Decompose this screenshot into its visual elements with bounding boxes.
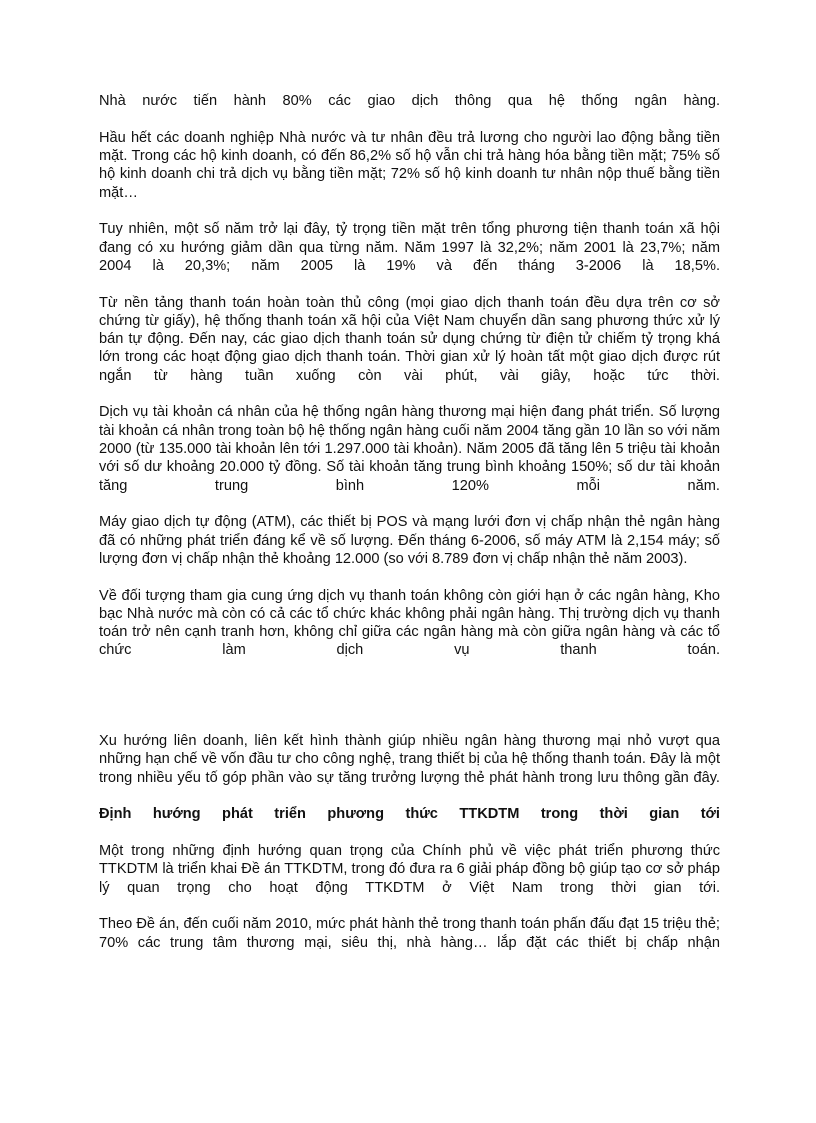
paragraph-atm-pos: Máy giao dịch tự động (ATM), các thiết bị POS và mạng lưới đơn vị chấp nhận thẻ ngân hàng đã có những phát triển đáng kể về số lượng. Đến tháng 6-2006, số máy ATM là 2,154 máy; số lượng đơn vị chấp nhận thẻ khoảng 12.000 (so với 8.789 đơn vị chấp nhận thẻ năm 2003). — [99, 514, 720, 567]
paragraph-personal-accounts: Dịch vụ tài khoản cá nhân của hệ thống ngân hàng thương mại hiện đang phát triển. Số lượng tài khoản cá nhân trong toàn bộ hệ thống ngân hàng cuối năm 2004 tăng gần 10 lần so với năm 2000 (từ 135.000 tài khoản lên tới 1.297.000 tài khoản). Năm 2005 đã tăng lên 5 triệu tài khoản với số dư khoảng 20.000 tỷ đồng. Số tài khoản tăng trung bình khoảng 150%; số dư tài khoản tăng trung bình 120% mỗi năm. — [99, 404, 720, 494]
paragraph-cash-payments: Hầu hết các doanh nghiệp Nhà nước và tư nhân đều trả lương cho người lao động bằng tiền mặt. Trong các hộ kinh doanh, có đến 86,2% số hộ vẫn chi trả hàng hóa bằng tiền mặt; 75% số hộ kinh doanh chi trả dịch vụ bằng tiền mặt; 72% số hộ kinh doanh tư nhân nộp thuế bằng tiền mặt… — [99, 129, 720, 201]
paragraph-government-direction: Một trong những định hướng quan trọng của Chính phủ về việc phát triển phương thức TTKDTM là triển khai Đề án TTKDTM, trong đó đưa ra 6 giải pháp đồng bộ giúp tạo cơ sở pháp lý quan trọng cho hoạt động TTKDTM ở Việt Nam trong thời gian tới. — [99, 843, 720, 896]
paragraph-cash-ratio: Tuy nhiên, một số năm trở lại đây, tỷ trọng tiền mặt trên tổng phương tiện thanh toán xã hội đang có xu hướng giảm dần qua từng năm. Năm 1997 là 32,2%; năm 2001 là 23,7%; năm 2004 là 20,3%; năm 2005 là 19% và đến tháng 3-2006 là 18,5%. — [99, 221, 720, 274]
document-page — [99, 92, 720, 970]
paragraph-payment-automation: Từ nền tảng thanh toán hoàn toàn thủ công (mọi giao dịch thanh toán đều dựa trên cơ sở chứng từ giấy), hệ thống thanh toán xã hội của Việt Nam chuyển dần sang phương thức xử lý bán tự động. Đến nay, các giao dịch thanh toán sử dụng chứng từ điện tử chiếm tỷ trọng khá lớn trong các hoạt động giao dịch thanh toán. Thời gian xử lý hoàn tất một giao dịch được rút ngắn từ hàng tuần xuống còn vài phút, vài giây, hoặc tức thời. — [99, 294, 720, 384]
paragraph-payment-providers: Về đối tượng tham gia cung ứng dịch vụ thanh toán không còn giới hạn ở các ngân hàng, Kho bạc Nhà nước mà còn có cả các tổ chức khác không phải ngân hàng. Thị trường dịch vụ thanh toán trở nên cạnh tranh hơn, không chỉ giữa các ngân hàng mà còn giữa ngân hàng và các tổ chức làm dịch vụ thanh toán. — [99, 587, 720, 659]
section-heading: Định hướng phát triển phương thức TTKDTM trong thời gian tới — [99, 806, 720, 823]
paragraph-joint-ventures: Xu hướng liên doanh, liên kết hình thành giúp nhiều ngân hàng thương mại nhỏ vượt qua những hạn chế về vốn đầu tư cho công nghệ, trang thiết bị của hệ thống thanh toán. Đây là một trong nhiều yếu tố góp phần vào sự tăng trưởng lượng thẻ phát hành trong lưu thông gần đây. — [99, 733, 720, 786]
blank-gap — [99, 678, 720, 732]
paragraph-project-targets: Theo Đề án, đến cuối năm 2010, mức phát hành thẻ trong thanh toán phấn đấu đạt 15 triệu thẻ; 70% các trung tâm thương mại, siêu thị, nhà hàng… lắp đặt các thiết bị chấp nhận — [99, 916, 720, 951]
paragraph-bank-transactions: Nhà nước tiến hành 80% các giao dịch thông qua hệ thống ngân hàng. — [99, 93, 720, 109]
